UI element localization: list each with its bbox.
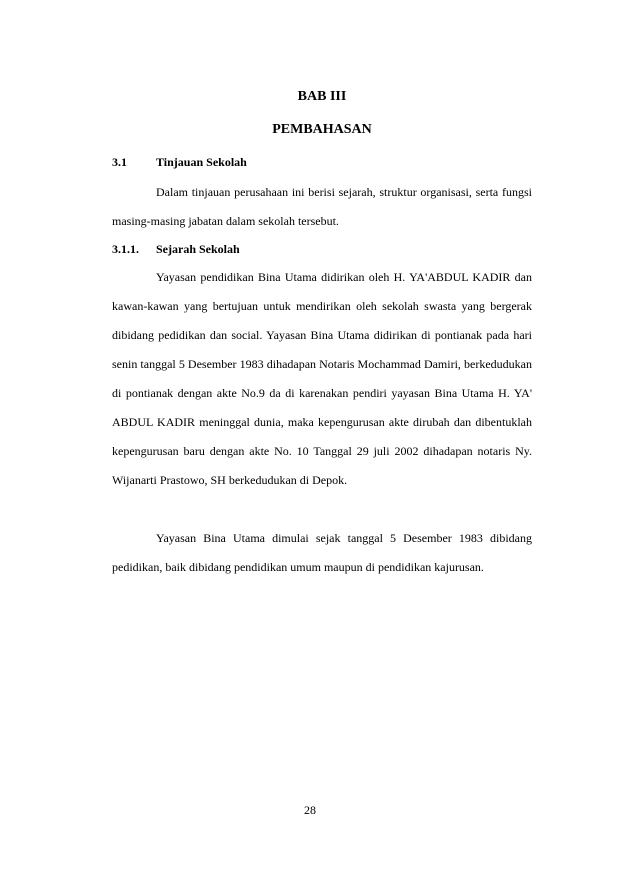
chapter-title: PEMBAHASAN: [272, 122, 372, 137]
history-paragraph-2: Yayasan Bina Utama dimulai sejak tanggal 5 Desember 1983 dibidang pedidikan, baik dibidang pendidikan umum maupun di pendidikan kajurusan.: [112, 531, 532, 574]
page-number: 28: [304, 803, 316, 817]
subsection-number: 3.1.1.: [112, 242, 139, 256]
chapter-number: BAB III: [297, 89, 347, 104]
history-paragraph: Yayasan pendidikan Bina Utama didirikan oleh H. YA'ABDUL KADIR dan kawan-kawan yang bertujuan untuk mendirikan oleh sekolah swasta yang bergerak dibidang pedidikan dan social. Yayasan Bina Utama didirikan di pontianak pada hari senin tanggal 5 Desember 1983 dihadapan Notaris Mochammad Damiri, berkedudukan di pontianak dengan akte No.9 da di karenakan pendiri yayasan Bina Utama H. YA' ABDUL KADIR meninggal dunia, maka kepengurusan akte dirubah dan dibentuklah kepengurusan baru dengan akte No. 10 Tanggal 29 juli 2002 dihadapan notaris Ny. Wijanarti Prastowo, SH berkedudukan di Depok.: [112, 270, 532, 487]
subsection-title: Sejarah Sekolah: [156, 242, 240, 256]
section-number: 3.1: [112, 155, 127, 169]
section-heading: [112, 155, 247, 170]
section-title: Tinjauan Sekolah: [156, 155, 247, 169]
section-intro-paragraph: Dalam tinjauan perusahaan ini berisi sejarah, struktur organisasi, serta fungsi masing-masing jabatan dalam sekolah tersebut.: [112, 185, 532, 228]
subsection-heading: [112, 242, 240, 257]
